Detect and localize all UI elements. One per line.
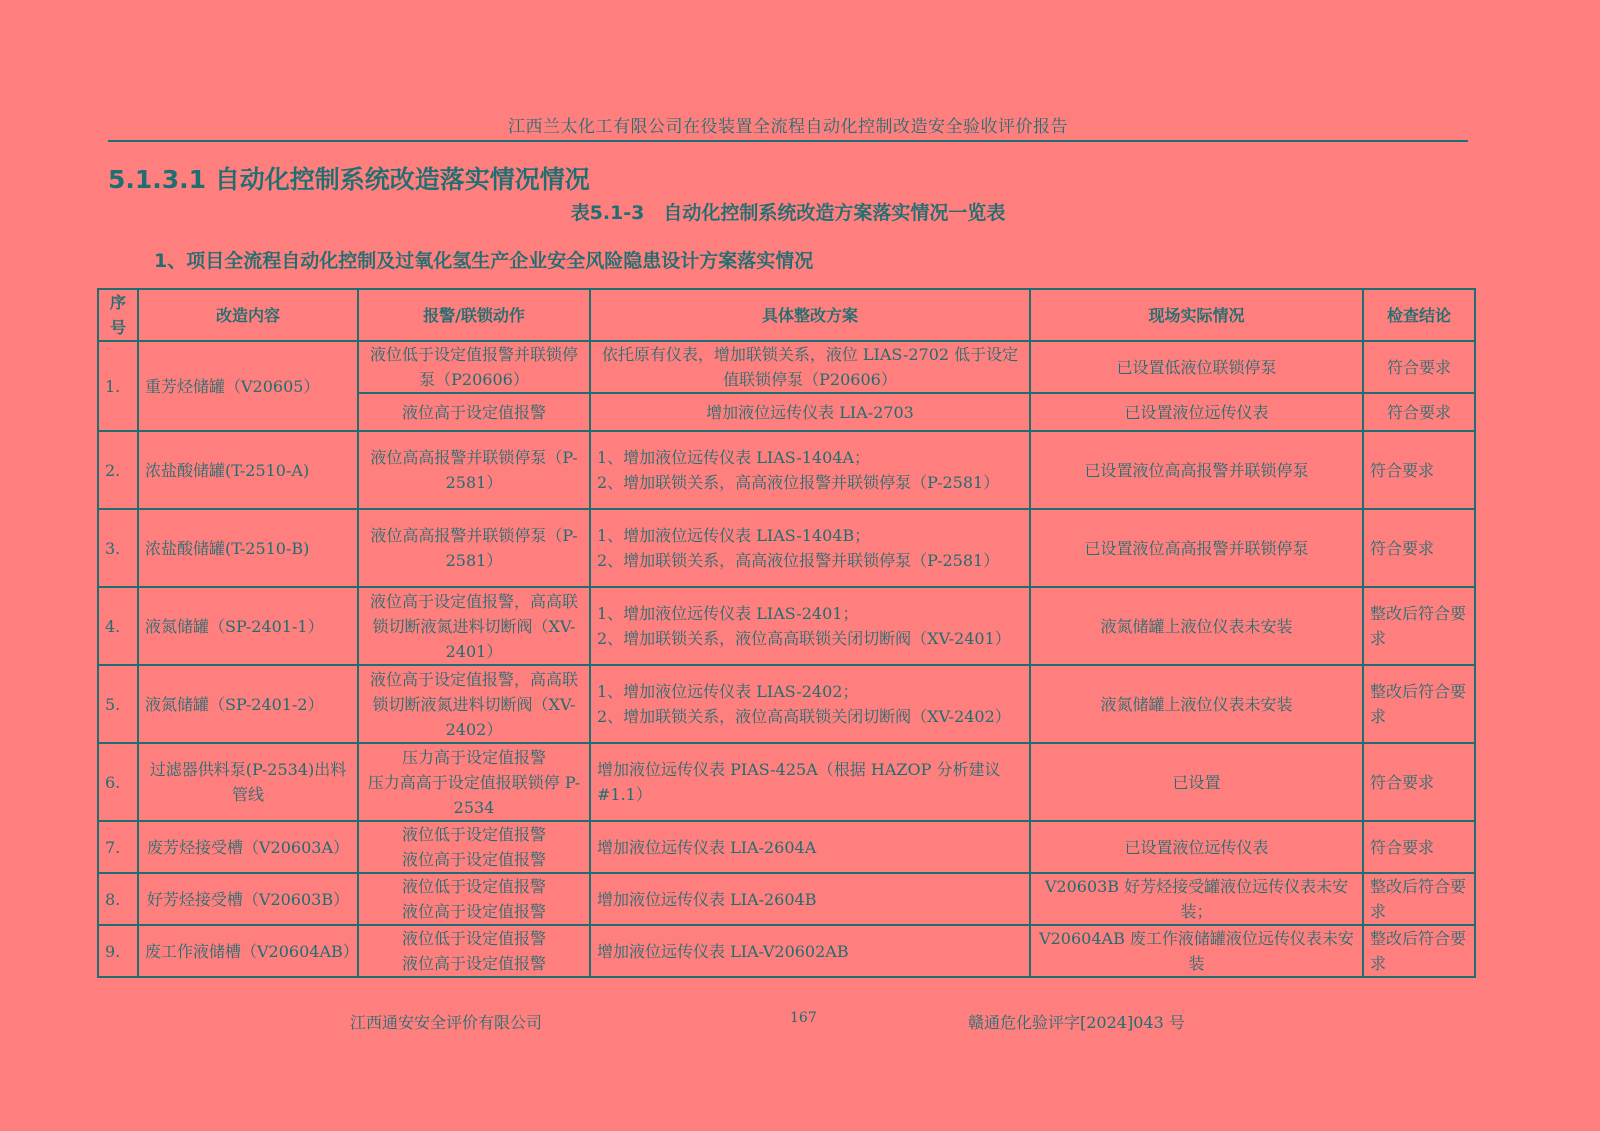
row-actual: 液氮储罐上液位仪表未安装 xyxy=(1030,665,1363,743)
row-actual: 已设置低液位联锁停泵 xyxy=(1030,341,1363,393)
row-alarm: 液位高于设定值报警，高高联锁切断液氮进料切断阀（XV-2401） xyxy=(358,587,590,665)
row-plan: 增加液位远传仪表 PIAS-425A（根据 HAZOP 分析建议#1.1） xyxy=(590,743,1030,821)
row-number: 2. xyxy=(98,431,138,509)
row-result: 符合要求 xyxy=(1363,341,1475,393)
table-row xyxy=(98,665,1475,743)
row-alarm: 液位高于设定值报警 xyxy=(358,393,590,431)
row-plan: 增加液位远传仪表 LIA-2703 xyxy=(590,393,1030,431)
row-plan: 1、增加液位远传仪表 LIAS-1404A； 2、增加联锁关系，高高液位报警并联锁停泵（P-2581） xyxy=(590,431,1030,509)
row-alarm: 液位高高报警并联锁停泵（P-2581） xyxy=(358,431,590,509)
row-actual: 已设置液位远传仪表 xyxy=(1030,393,1363,431)
table-row xyxy=(98,743,1475,821)
table-row xyxy=(98,509,1475,587)
page-number: 167 xyxy=(790,1010,817,1026)
row-alarm: 液位高于设定值报警，高高联锁切断液氮进料切断阀（XV-2402） xyxy=(358,665,590,743)
row-item: 废芳烃接受槽（V20603A） xyxy=(138,821,358,873)
row-number: 8. xyxy=(98,873,138,925)
row-actual: 已设置液位远传仪表 xyxy=(1030,821,1363,873)
row-result: 符合要求 xyxy=(1363,743,1475,821)
row-item: 液氮储罐（SP-2401-2） xyxy=(138,665,358,743)
table-header-row xyxy=(98,289,1475,341)
row-number: 9. xyxy=(98,925,138,977)
row-result: 整改后符合要求 xyxy=(1363,665,1475,743)
row-alarm: 液位低于设定值报警 液位高于设定值报警 xyxy=(358,925,590,977)
row-item: 废工作液储槽（V20604AB） xyxy=(138,925,358,977)
header-rule xyxy=(108,140,1468,142)
header-cell: 序号 xyxy=(98,289,138,341)
row-result: 符合要求 xyxy=(1363,509,1475,587)
row-result: 符合要求 xyxy=(1363,821,1475,873)
header-cell: 改造内容 xyxy=(138,289,358,341)
row-number: 5. xyxy=(98,665,138,743)
row-number: 7. xyxy=(98,821,138,873)
header-cell: 具体整改方案 xyxy=(590,289,1030,341)
row-actual: V20604AB 废工作液储罐液位远传仪表未安装 xyxy=(1030,925,1363,977)
row-number: 1. xyxy=(98,341,138,431)
table-row xyxy=(98,341,1475,393)
page-header: 江西兰太化工有限公司在役装置全流程自动化控制改造安全验收评价报告 xyxy=(508,117,1068,137)
table-caption: 表5.1-3 自动化控制系统改造方案落实情况一览表 xyxy=(570,202,1006,224)
row-number: 4. xyxy=(98,587,138,665)
row-alarm: 液位高高报警并联锁停泵（P-2581） xyxy=(358,509,590,587)
row-plan: 增加液位远传仪表 LIA-2604B xyxy=(590,873,1030,925)
row-plan: 依托原有仪表，增加联锁关系，液位 LIAS-2702 低于设定值联锁停泵（P20606） xyxy=(590,341,1030,393)
row-result: 整改后符合要求 xyxy=(1363,925,1475,977)
row-number: 6. xyxy=(98,743,138,821)
renovation-table xyxy=(97,288,1476,978)
row-item: 好芳烃接受槽（V20603B） xyxy=(138,873,358,925)
row-item: 浓盐酸储罐(T-2510-A) xyxy=(138,431,358,509)
table-row xyxy=(98,925,1475,977)
row-result: 符合要求 xyxy=(1363,393,1475,431)
row-alarm: 压力高于设定值报警 压力高高于设定值报联锁停 P-2534 xyxy=(358,743,590,821)
header-cell: 检查结论 xyxy=(1363,289,1475,341)
row-item: 浓盐酸储罐(T-2510-B) xyxy=(138,509,358,587)
row-alarm: 液位低于设定值报警并联锁停泵（P20606） xyxy=(358,341,590,393)
row-plan: 1、增加液位远传仪表 LIAS-1404B； 2、增加联锁关系，高高液位报警并联锁停泵（P-2581） xyxy=(590,509,1030,587)
row-actual: 液氮储罐上液位仪表未安装 xyxy=(1030,587,1363,665)
row-result: 整改后符合要求 xyxy=(1363,873,1475,925)
row-plan: 增加液位远传仪表 LIA-2604A xyxy=(590,821,1030,873)
table-row xyxy=(98,873,1475,925)
row-alarm: 液位低于设定值报警 液位高于设定值报警 xyxy=(358,873,590,925)
table-row xyxy=(98,431,1475,509)
row-actual: 已设置液位高高报警并联锁停泵 xyxy=(1030,431,1363,509)
table-row xyxy=(98,587,1475,665)
row-item: 重芳烃储罐（V20605） xyxy=(138,341,358,431)
header-cell: 报警/联锁动作 xyxy=(358,289,590,341)
section-title: 5.1.3.1 自动化控制系统改造落实情况情况 xyxy=(108,165,590,194)
footer-doc-number: 赣通危化验评字[2024]043 号 xyxy=(968,1013,1185,1032)
row-alarm: 液位低于设定值报警 液位高于设定值报警 xyxy=(358,821,590,873)
row-item: 过滤器供料泵(P-2534)出料管线 xyxy=(138,743,358,821)
row-result: 符合要求 xyxy=(1363,431,1475,509)
row-plan: 增加液位远传仪表 LIA-V20602AB xyxy=(590,925,1030,977)
row-number: 3. xyxy=(98,509,138,587)
header-cell: 现场实际情况 xyxy=(1030,289,1363,341)
row-actual: 已设置 xyxy=(1030,743,1363,821)
row-actual: V20603B 好芳烃接受罐液位远传仪表未安装； xyxy=(1030,873,1363,925)
table-row xyxy=(98,821,1475,873)
row-actual: 已设置液位高高报警并联锁停泵 xyxy=(1030,509,1363,587)
row-result: 整改后符合要求 xyxy=(1363,587,1475,665)
row-plan: 1、增加液位远传仪表 LIAS-2401； 2、增加联锁关系，液位高高联锁关闭切断阀（XV-2401） xyxy=(590,587,1030,665)
footer-company: 江西通安安全评价有限公司 xyxy=(350,1013,543,1032)
row-item: 液氮储罐（SP-2401-1） xyxy=(138,587,358,665)
row-plan: 1、增加液位远传仪表 LIAS-2402； 2、增加联锁关系，液位高高联锁关闭切断阀（XV-2402） xyxy=(590,665,1030,743)
subsection-title: 1、项目全流程自动化控制及过氧化氢生产企业安全风险隐患设计方案落实情况 xyxy=(154,250,814,272)
